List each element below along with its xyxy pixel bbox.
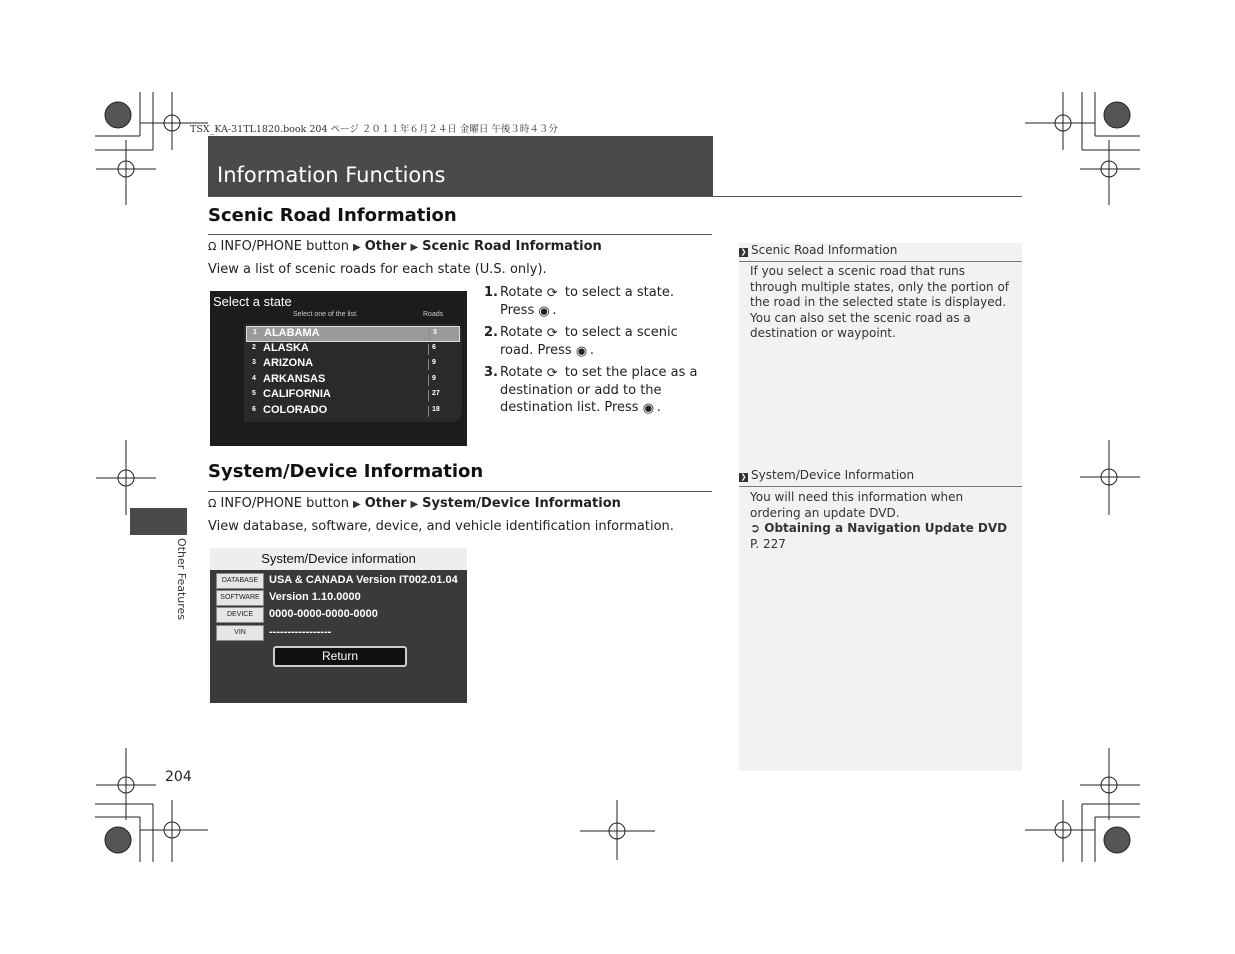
database-value: USA & CANADA Version IT002.01.04: [269, 574, 458, 586]
header-rule: [208, 196, 1022, 197]
vin-value: -----------------: [269, 626, 332, 638]
row-count: 6: [428, 344, 436, 355]
step-number: 3.: [484, 365, 498, 380]
ref-square-icon: ❯: [740, 473, 747, 481]
heading-text: Scenic Road Information: [751, 243, 898, 257]
step-text: to set the place as a destination or add to the destination list. Press: [500, 365, 698, 415]
screen-title: System/Device information: [210, 548, 467, 570]
side-tab-label: Other Features: [175, 538, 188, 621]
step-text: Rotate: [500, 285, 543, 300]
row-name: ARKANSAS: [263, 373, 326, 385]
book-imprint: TSX_KA-31TL1820.book 204 ページ ２０１１年６月２４日 金曜日 午後３時４３分: [190, 124, 558, 135]
step-text: .: [552, 302, 557, 318]
roads-column-header: Roads: [423, 311, 444, 318]
arrow-link-icon: ➲: [750, 521, 761, 535]
row-count: 18: [428, 406, 440, 417]
device-label: DEVICE: [216, 607, 264, 623]
page-number: 204: [165, 769, 192, 785]
heading-text: System/Device Information: [751, 468, 915, 482]
device-value: 0000-0000-0000-0000: [269, 608, 378, 620]
triangle-icon: ▶: [353, 499, 361, 510]
sidebar-scenic-text: If you select a scenic road that runs through multiple states, only the portion of the road in the selected state is displayed. You can also set the scenic road as a destination or waypoint.: [750, 264, 1010, 341]
row-name: ALASKA: [263, 342, 309, 354]
state-list: [244, 324, 462, 422]
scenic-steps: [484, 284, 709, 422]
interface-dial-press-icon: ◉: [575, 343, 588, 359]
list-item[interactable]: [246, 404, 458, 418]
path-other: Other: [364, 239, 407, 254]
list-item[interactable]: [246, 388, 458, 402]
step-number: 1.: [484, 285, 498, 300]
interface-dial-rotate-icon: ⟳: [546, 326, 558, 341]
triangle-icon: ▶: [353, 242, 361, 253]
row-name: COLORADO: [263, 404, 328, 416]
scenic-description: View a list of scenic roads for each state (U.S. only).: [208, 262, 547, 277]
row-count: 27: [428, 390, 440, 401]
list-item[interactable]: [246, 326, 460, 342]
triangle-icon: ▶: [410, 242, 419, 253]
system-path: [208, 496, 621, 511]
sidebar-system-heading: [739, 468, 914, 482]
step-number: 2.: [484, 325, 498, 340]
sidebar-link[interactable]: [750, 521, 1012, 537]
step-text: to select a state. Press: [500, 285, 674, 318]
link-text: Obtaining a Navigation Update DVD: [764, 521, 1008, 535]
scenic-rule: [208, 234, 712, 235]
select-state-screen: [210, 291, 467, 446]
row-count: 9: [428, 375, 436, 386]
sidebar-rule: [739, 261, 1022, 262]
side-tab-marker: [130, 508, 187, 535]
step-text: .: [589, 342, 594, 358]
sidebar-rule: [739, 486, 1022, 487]
row-count: 9: [428, 359, 436, 370]
step-text: .: [656, 400, 661, 415]
screen-title: Select a state: [213, 294, 292, 309]
step-1: [484, 284, 709, 319]
step-text: Rotate: [500, 365, 543, 380]
row-index: 2: [252, 344, 256, 351]
interface-dial-rotate-icon: ⟳: [546, 366, 558, 381]
system-title: System/Device Information: [208, 461, 484, 482]
vin-label: VIN: [216, 625, 264, 641]
screen-subtitle: Select one of the list.: [293, 311, 358, 318]
sidebar-scenic-heading: [739, 243, 897, 257]
row-index: 5: [252, 390, 256, 397]
row-name: ALABAMA: [264, 327, 320, 339]
sidebar-system-text: You will need this information when ordering an update DVD.: [750, 490, 964, 520]
row-count: 3: [429, 329, 437, 340]
path-start: INFO/PHONE button: [220, 239, 349, 254]
page-title: Information Functions: [217, 163, 446, 187]
row-index: 6: [252, 406, 256, 413]
info-button-icon: Ω: [208, 240, 217, 253]
info-button-icon: Ω: [208, 497, 217, 510]
list-item[interactable]: [246, 342, 458, 356]
step-text: to select a scenic road. Press: [500, 325, 678, 358]
software-value: Version 1.10.0000: [269, 591, 361, 603]
path-system: System/Device Information: [422, 496, 621, 511]
step-3: [484, 364, 709, 417]
row-name: ARIZONA: [263, 357, 314, 369]
interface-dial-press-icon: ◉: [538, 303, 550, 319]
system-rule: [208, 491, 712, 492]
scenic-title: Scenic Road Information: [208, 205, 457, 226]
row-name: CALIFORNIA: [263, 388, 331, 400]
path-scenic: Scenic Road Information: [422, 239, 602, 254]
database-label: DATABASE: [216, 573, 264, 589]
list-item[interactable]: [246, 373, 458, 387]
system-device-screen: [210, 548, 467, 703]
row-index: 3: [252, 359, 256, 366]
interface-dial-rotate-icon: ⟳: [546, 286, 558, 301]
step-text: Rotate: [500, 325, 543, 340]
scenic-path: [208, 239, 602, 254]
list-item[interactable]: [246, 357, 458, 371]
triangle-icon: ▶: [410, 499, 419, 510]
interface-dial-press-icon: ◉: [642, 401, 655, 416]
step-2: [484, 324, 709, 359]
system-description: View database, software, device, and vehicle identification information.: [208, 519, 674, 534]
path-other: Other: [364, 496, 407, 511]
row-index: 4: [252, 375, 256, 382]
path-start: INFO/PHONE button: [220, 496, 349, 511]
return-button[interactable]: Return: [273, 646, 407, 667]
row-index: 1: [253, 329, 257, 336]
software-label: SOFTWARE: [216, 590, 264, 606]
ref-square-icon: ❯: [740, 248, 747, 256]
sidebar-link-page: P. 227: [750, 537, 786, 551]
